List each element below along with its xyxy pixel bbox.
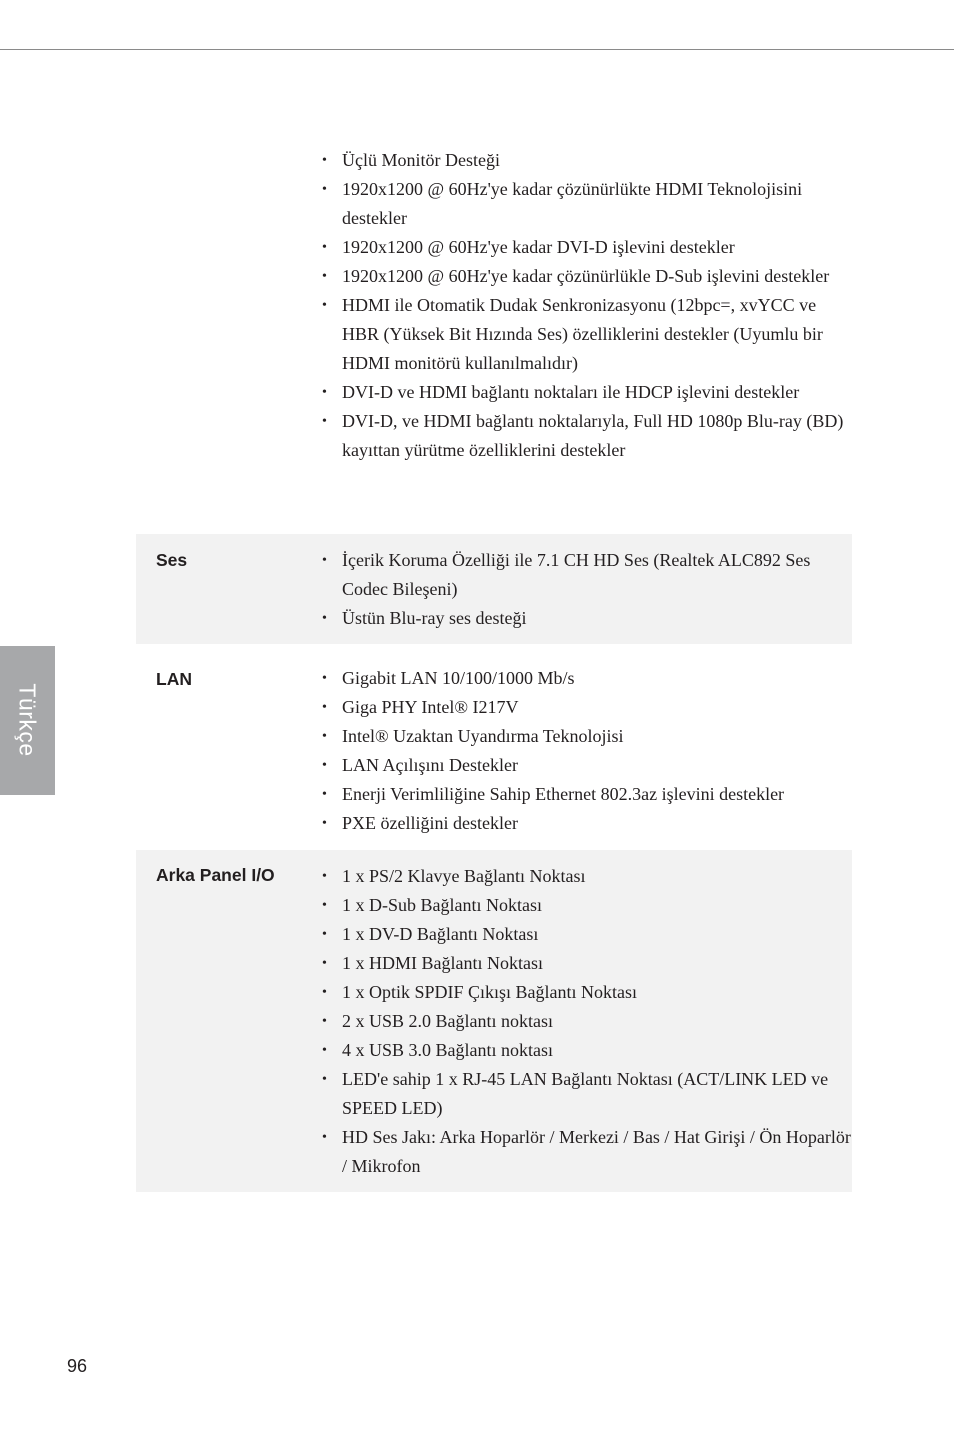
list-item: • İçerik Koruma Özelliği ile 7.1 CH HD Ses (Realtek ALC892 Ses Codec Bileşeni) [312,546,852,604]
bullet-icon: • [322,1130,327,1145]
list-item: • 1 x PS/2 Klavye Bağlantı Noktası [312,862,852,891]
spec-item-list [312,546,852,644]
spec-label-rear-panel-io: Arka Panel I/O [156,865,275,885]
list-item: • 1920x1200 @ 60Hz'ye kadar çözünürlükle D-Sub işlevini destekler [312,262,852,291]
list-item: • 1 x DV-D Bağlantı Noktası [312,920,852,949]
bullet-icon: • [322,182,327,197]
page-number: 96 [67,1356,88,1376]
bullet-icon: • [322,611,327,626]
list-item: • 2 x USB 2.0 Bağlantı noktası [312,1007,852,1036]
list-item: • 1 x Optik SPDIF Çıkışı Bağlantı Noktası [312,978,852,1007]
bullet-icon: • [322,1043,327,1058]
list-item: • 1 x D-Sub Bağlantı Noktası [312,891,852,920]
list-item: • 4 x USB 3.0 Bağlantı noktası [312,1036,852,1065]
list-item: • Üstün Blu-ray ses desteği [312,604,852,633]
spec-label-lan: LAN [156,669,192,689]
list-item: • 1920x1200 @ 60Hz'ye kadar DVI-D işlevini destekler [312,233,852,262]
header-rule [0,49,954,50]
spec-row-lan [136,652,852,842]
list-item: • DVI-D ve HDMI bağlantı noktaları ile HDCP işlevini destekler [312,378,852,407]
list-item: • 1 x HDMI Bağlantı Noktası [312,949,852,978]
language-side-tab [0,646,55,795]
bullet-icon: • [322,553,327,568]
bullet-icon: • [322,869,327,884]
spec-row-audio [136,534,852,644]
bullet-icon: • [322,816,327,831]
bullet-icon: • [322,700,327,715]
spec-row-display [136,146,852,526]
spec-row-rear-panel-io [136,850,852,1192]
bullet-icon: • [322,787,327,802]
list-item: • Giga PHY Intel® I217V [312,693,852,722]
bullet-icon: • [322,758,327,773]
bullet-icon: • [322,1072,327,1087]
list-item: • LAN Açılışını Destekler [312,751,852,780]
list-item: • Enerji Verimliliğine Sahip Ethernet 802.3az işlevini destekler [312,780,852,809]
bullet-icon: • [322,414,327,429]
list-item: • HDMI ile Otomatik Dudak Senkronizasyonu (12bpc=, xvYCC ve HBR (Yüksek Bit Hızında Ses) özelliklerini destekler (Uyumlu bir HDMI monitörü kullanılmalıdır) [312,291,852,378]
list-item: • Intel® Uzaktan Uyandırma Teknolojisi [312,722,852,751]
list-item: • PXE özelliğini destekler [312,809,852,838]
bullet-icon: • [322,1014,327,1029]
spec-item-list [312,146,852,526]
bullet-icon: • [322,269,327,284]
list-item: • Üçlü Monitör Desteği [312,146,852,175]
bullet-icon: • [322,298,327,313]
language-side-tab-label: Türkçe [14,683,41,757]
bullet-icon: • [322,927,327,942]
bullet-icon: • [322,956,327,971]
list-item: • 1920x1200 @ 60Hz'ye kadar çözünürlükte HDMI Teknolojisini destekler [312,175,852,233]
bullet-icon: • [322,985,327,1000]
list-item: • LED'e sahip 1 x RJ-45 LAN Bağlantı Noktası (ACT/LINK LED ve SPEED LED) [312,1065,852,1123]
bullet-icon: • [322,671,327,686]
spec-label [136,146,312,526]
list-item: • DVI-D, ve HDMI bağlantı noktalarıyla, Full HD 1080p Blu-ray (BD) kayıttan yürütme özelliklerini destekler [312,407,852,465]
list-item: • HD Ses Jakı: Arka Hoparlör / Merkezi / Bas / Hat Girişi / Ön Hoparlör / Mikrofon [312,1123,852,1181]
spec-item-list [312,664,852,842]
spec-table [136,146,852,1192]
list-item: • Gigabit LAN 10/100/1000 Mb/s [312,664,852,693]
spec-label-audio: Ses [156,550,188,570]
bullet-icon: • [322,385,327,400]
bullet-icon: • [322,153,327,168]
spec-item-list [312,862,852,1192]
bullet-icon: • [322,729,327,744]
bullet-icon: • [322,240,327,255]
bullet-icon: • [322,898,327,913]
